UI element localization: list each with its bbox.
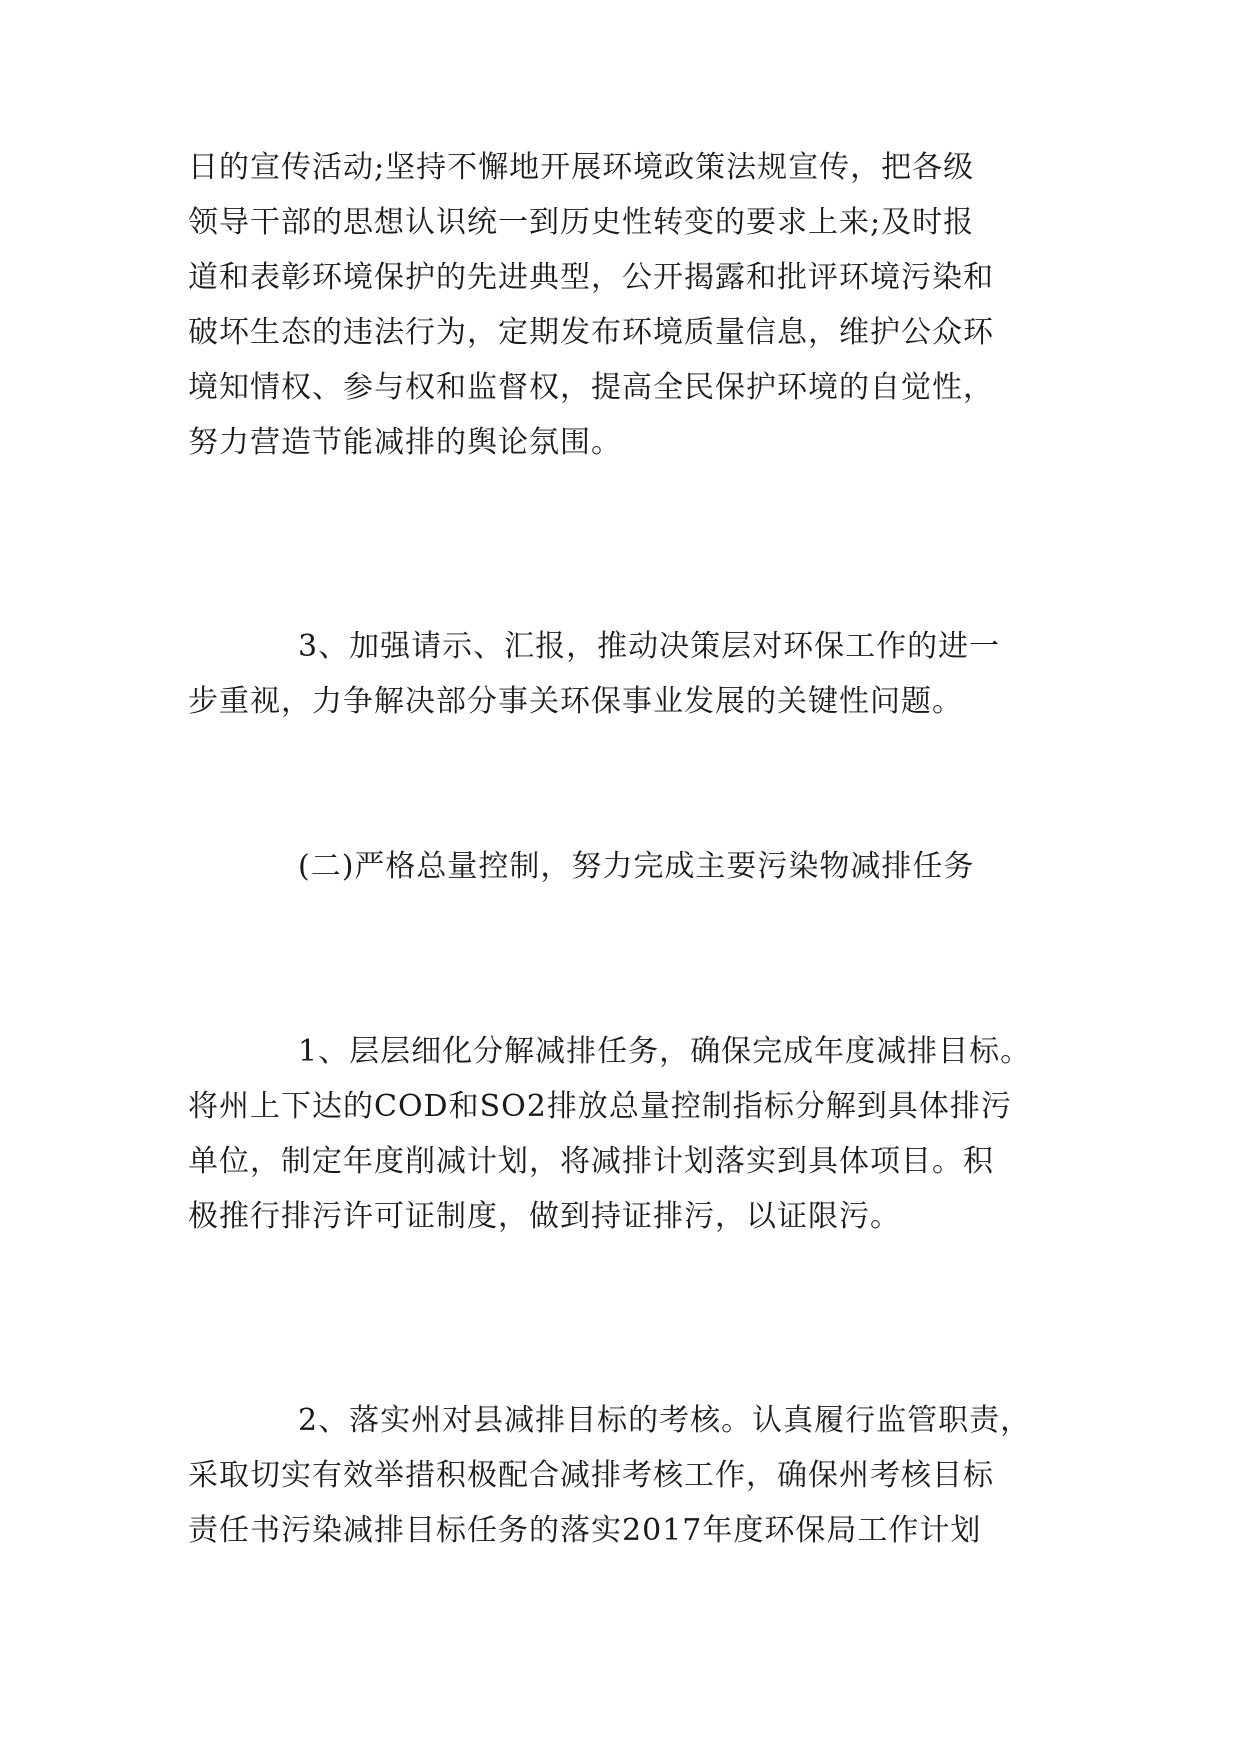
text-line: 1、层层细化分解减排任务，确保完成年度减排目标。 bbox=[298, 1034, 1032, 1069]
text-line: 境知情权、参与权和监督权，提高全民保护环境的自觉性， bbox=[188, 370, 994, 405]
text-line: 道和表彰环境保护的先进典型，公开揭露和批评环境污染和 bbox=[188, 260, 994, 295]
text-line: 将州上下达的COD和SO2排放总量控制指标分解到具体排污 bbox=[188, 1089, 1012, 1124]
text-line: 极推行排污许可证制度，做到持证排污，以证限污。 bbox=[188, 1199, 901, 1234]
text-line: 努力营造节能减排的舆论氛围。 bbox=[188, 425, 622, 460]
section-heading-text: (二)严格总量控制，努力完成主要污染物减排任务 bbox=[298, 849, 975, 884]
text-line: 步重视，力争解决部分事关环保事业发展的关键性问题。 bbox=[188, 684, 963, 719]
text-line: 责任书污染减排目标任务的落实2017年度环保局工作计划 bbox=[188, 1513, 982, 1548]
text-line: 2、落实州对县减排目标的考核。认真履行监管职责， bbox=[298, 1403, 1032, 1438]
text-line: 日的宣传活动;坚持不懈地开展环境政策法规宣传，把各级 bbox=[188, 150, 975, 185]
text-line: 单位，制定年度削减计划，将减排计划落实到具体项目。积 bbox=[188, 1144, 994, 1179]
text-line: 3、加强请示、汇报，推动决策层对环保工作的进一 bbox=[298, 629, 1001, 664]
text-line: 采取切实有效举措积极配合减排考核工作，确保州考核目标 bbox=[188, 1458, 994, 1493]
text-line: 破坏生态的违法行为，定期发布环境质量信息，维护公众环 bbox=[188, 315, 994, 350]
text-line: 领导干部的思想认识统一到历史性转变的要求上来;及时报 bbox=[188, 205, 975, 240]
